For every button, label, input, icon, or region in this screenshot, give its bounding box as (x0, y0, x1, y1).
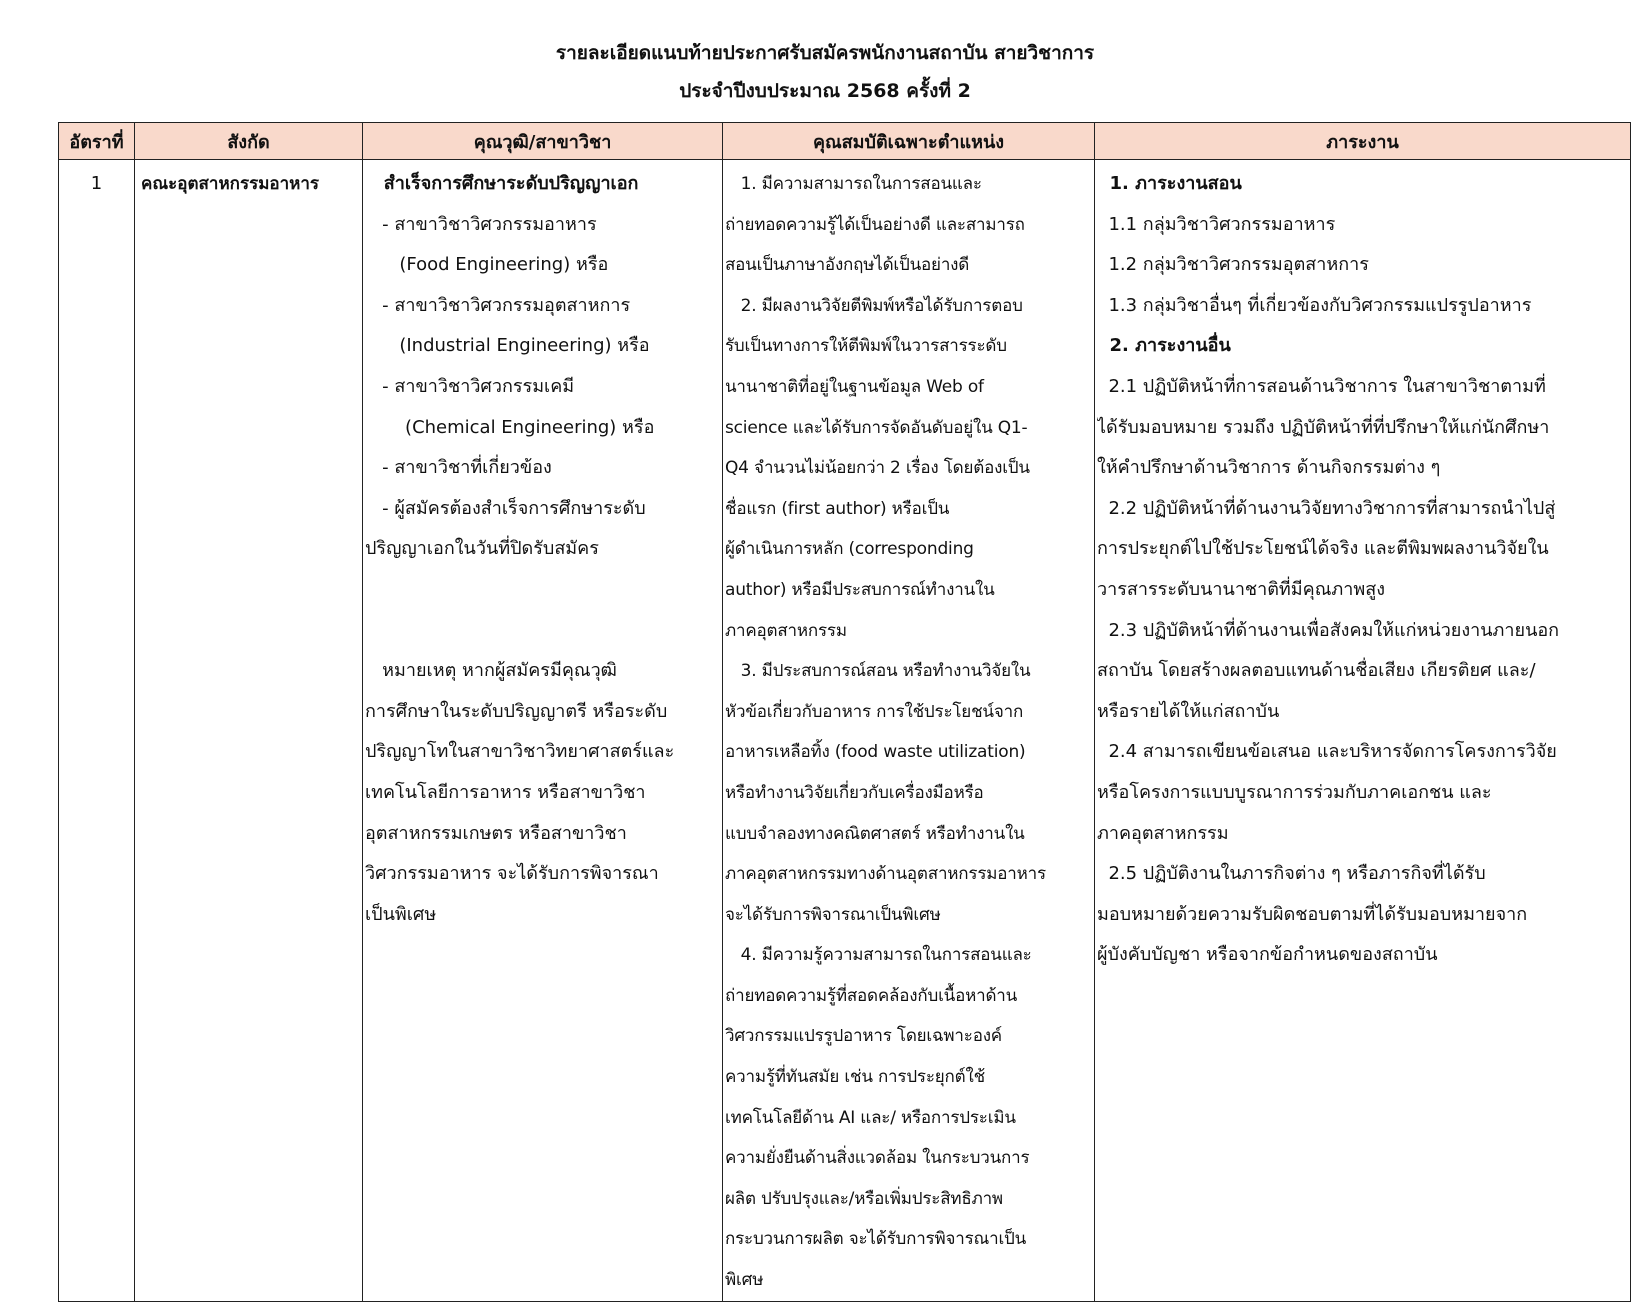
cell-text-line: หมายเหตุ หากผู้สมัครมีคุณวุฒิ (365, 660, 617, 682)
cell-text-line: ผู้บังคับบัญชา หรือจากข้อกำหนดของสถาบัน (1097, 944, 1438, 966)
cell-text-line: (Food Engineering) หรือ (365, 254, 609, 276)
cell-text-line: 1. ภาระงานสอน (1097, 173, 1242, 194)
header-qualification: คุณวุฒิ/สาขาวิชา (363, 123, 723, 160)
cell-text-line: ภาคอุตสาหกรรม (1097, 822, 1229, 844)
affiliation-cell (135, 160, 363, 1302)
document-title-line2: ประจำปีงบประมาณ 2568 ครั้งที่ 2 (679, 80, 971, 102)
cell-text-line: ผู้ดำเนินการหลัก (corresponding (725, 539, 974, 560)
cell-text-line: วารสารระดับนานาชาติที่มีคุณภาพสูง (1097, 578, 1386, 600)
cell-text-line: - สาขาวิชาวิศวกรรมอุตสาหการ (365, 294, 631, 316)
rate-cell (59, 160, 135, 1302)
cell-text-line: - ผู้สมัครต้องสำเร็จการศึกษาระดับ (365, 497, 646, 519)
cell-text-line: นานาชาติที่อยู่ในฐานข้อมูล Web of (725, 376, 984, 397)
cell-text-line: หัวข้อเกี่ยวกับอาหาร การใช้ประโยชน์จาก (725, 701, 1024, 722)
cell-text-line: (Chemical Engineering) หรือ (365, 416, 655, 438)
cell-text-line: สถาบัน โดยสร้างผลตอบแทนด้านชื่อเสียง เกียรติยศ และ/ (1097, 660, 1536, 682)
cell-text-line: 2.4 สามารถเขียนข้อเสนอ และบริหารจัดการโครงการวิจัย (1097, 741, 1557, 763)
cell-text-line: 2. ภาระงานอื่น (1097, 335, 1231, 357)
cell-text-line (365, 611, 720, 652)
cell-text-line: 2. มีผลงานวิจัยตีพิมพ์หรือได้รับการตอบ (725, 295, 1023, 316)
cell-text-line: - สาขาวิชาวิศวกรรมเคมี (365, 375, 575, 397)
cell-text-line: ภาคอุตสาหกรรมทางด้านอุตสาหกรรมอาหาร (725, 864, 1046, 885)
specific-qualifications-cell (723, 160, 1095, 1302)
rate-value: 1 (90, 173, 103, 194)
cell-text-line: วิศวกรรมอาหาร จะได้รับการพิจารณา (365, 863, 659, 885)
affiliation-value: คณะอุตสาหกรรมอาหาร (141, 174, 320, 194)
cell-text-line: ผลิต ปรับปรุงและ/หรือเพิ่มประสิทธิภาพ (725, 1188, 1003, 1209)
recruitment-table (58, 122, 1631, 1302)
table-header-row (59, 123, 1631, 160)
cell-text-line: 2.2 ปฏิบัติหน้าที่ด้านงานวิจัยทางวิชาการที่สามารถนำไปสู่ (1097, 497, 1556, 519)
document-title-line1: รายละเอียดแนบท้ายประกาศรับสมัครพนักงานสถาบัน สายวิชาการ (555, 42, 1095, 64)
cell-text-line: เทคโนโลยีด้าน AI และ/ หรือการประเมิน (725, 1107, 1016, 1128)
cell-text-line: สำเร็จการศึกษาระดับปริญญาเอก (365, 173, 639, 194)
cell-text-line (365, 570, 720, 611)
cell-text-line: 1. มีความสามารถในการสอนและ (725, 174, 982, 194)
cell-text-line: ถ่ายทอดความรู้ได้เป็นอย่างดี และสามารถ (725, 214, 1025, 235)
cell-text-line: รับเป็นทางการให้ตีพิมพ์ในวารสารระดับ (725, 336, 1007, 357)
cell-text-line: - สาขาวิชาวิศวกรรมอาหาร (365, 213, 597, 235)
cell-text-line: - สาขาวิชาที่เกี่ยวข้อง (365, 457, 552, 479)
cell-text-line: ปริญญาโทในสาขาวิชาวิทยาศาสตร์และ (365, 741, 675, 763)
cell-text-line: อาหารเหลือทิ้ง (food waste utilization) (725, 742, 1026, 763)
cell-text-line: มอบหมายด้วยความรับผิดชอบตามที่ได้รับมอบหมายจาก (1097, 903, 1528, 925)
cell-text-line: 2.1 ปฏิบัติหน้าที่การสอนด้านวิชาการ ในสาขาวิชาตามที่ (1097, 375, 1546, 397)
qualification-cell (363, 160, 723, 1302)
cell-text-line: ชื่อแรก (first author) หรือเป็น (725, 498, 950, 519)
cell-text-line: (Industrial Engineering) หรือ (365, 335, 650, 357)
cell-text-line: ได้รับมอบหมาย รวมถึง ปฏิบัติหน้าที่ที่ปรึกษาให้แก่นักศึกษา (1097, 416, 1550, 438)
cell-text-line: 1.1 กลุ่มวิชาวิศวกรรมอาหาร (1097, 213, 1336, 235)
cell-text-line: ภาคอุตสาหกรรม (725, 620, 847, 641)
cell-text-line: 1.3 กลุ่มวิชาอื่นๆ ที่เกี่ยวข้องกับวิศวกรรมแปรรูปอาหาร (1097, 294, 1532, 316)
cell-text-line: 1.2 กลุ่มวิชาวิศวกรรมอุตสาหการ (1097, 254, 1369, 276)
cell-text-line: author) หรือมีประสบการณ์ทำงานใน (725, 579, 995, 600)
cell-text-line: หรือรายได้ให้แก่สถาบัน (1097, 700, 1280, 722)
cell-text-line: เทคโนโลยีการอาหาร หรือสาขาวิชา (365, 781, 646, 803)
header-workload: ภาระงาน (1095, 123, 1631, 160)
cell-text-line: การศึกษาในระดับปริญญาตรี หรือระดับ (365, 700, 668, 722)
workload-cell (1095, 160, 1631, 1302)
cell-text-line: แบบจำลองทางคณิตศาสตร์ หรือทำงานใน (725, 823, 1025, 844)
cell-text-line: กระบวนการผลิต จะได้รับการพิจารณาเป็น (725, 1229, 1027, 1250)
cell-text-line: science และได้รับการจัดอันดับอยู่ใน Q1- (725, 417, 1028, 438)
cell-text-line: ถ่ายทอดความรู้ที่สอดคล้องกับเนื้อหาด้าน (725, 985, 1018, 1006)
cell-text-line: หรือโครงการแบบบูรณาการร่วมกับภาคเอกชน และ (1097, 781, 1492, 803)
cell-text-line: 3. มีประสบการณ์สอน หรือทำงานวิจัยใน (725, 661, 1031, 682)
cell-text-line: อุตสาหกรรมเกษตร หรือสาขาวิชา (365, 822, 627, 844)
cell-text-line: หรือทำงานวิจัยเกี่ยวกับเครื่องมือหรือ (725, 782, 984, 803)
cell-text-line: ความรู้ที่ทันสมัย เช่น การประยุกต์ใช้ (725, 1067, 985, 1088)
cell-text-line: จะได้รับการพิจารณาเป็นพิเศษ (725, 904, 941, 925)
cell-text-line: Q4 จำนวนไม่น้อยกว่า 2 เรื่อง โดยต้องเป็น (725, 458, 1030, 479)
cell-text-line: พิเศษ (725, 1270, 764, 1291)
table-row (59, 160, 1631, 1302)
cell-text-line: ความยั่งยืนด้านสิ่งแวดล้อม ในกระบวนการ (725, 1148, 1030, 1169)
cell-text-line: ปริญญาเอกในวันที่ปิดรับสมัคร (365, 538, 599, 560)
cell-text-line: สอนเป็นภาษาอังกฤษได้เป็นอย่างดี (725, 255, 970, 276)
cell-text-line: การประยุกต์ไปใช้ประโยชน์ได้จริง และตีพิมพผลงานวิจัยใน (1097, 538, 1549, 560)
cell-text-line: 2.3 ปฏิบัติหน้าที่ด้านงานเพื่อสังคมให้แก่หน่วยงานภายนอก (1097, 619, 1560, 641)
header-rate: อัตราที่ (59, 123, 135, 160)
cell-text-line: วิศวกรรมแปรรูปอาหาร โดยเฉพาะองค์ (725, 1026, 1002, 1047)
header-specific-qualifications: คุณสมบัติเฉพาะตำแหน่ง (723, 123, 1095, 160)
cell-text-line: 2.5 ปฏิบัติงานในภารกิจต่าง ๆ หรือภารกิจที่ได้รับ (1097, 863, 1486, 885)
cell-text-line: ให้คำปรึกษาด้านวิชาการ ด้านกิจกรรมต่าง ๆ (1097, 457, 1441, 479)
cell-text-line: 4. มีความรู้ความสามารถในการสอนและ (725, 945, 1032, 966)
cell-text-line: เป็นพิเศษ (365, 903, 437, 925)
header-affiliation: สังกัด (135, 123, 363, 160)
